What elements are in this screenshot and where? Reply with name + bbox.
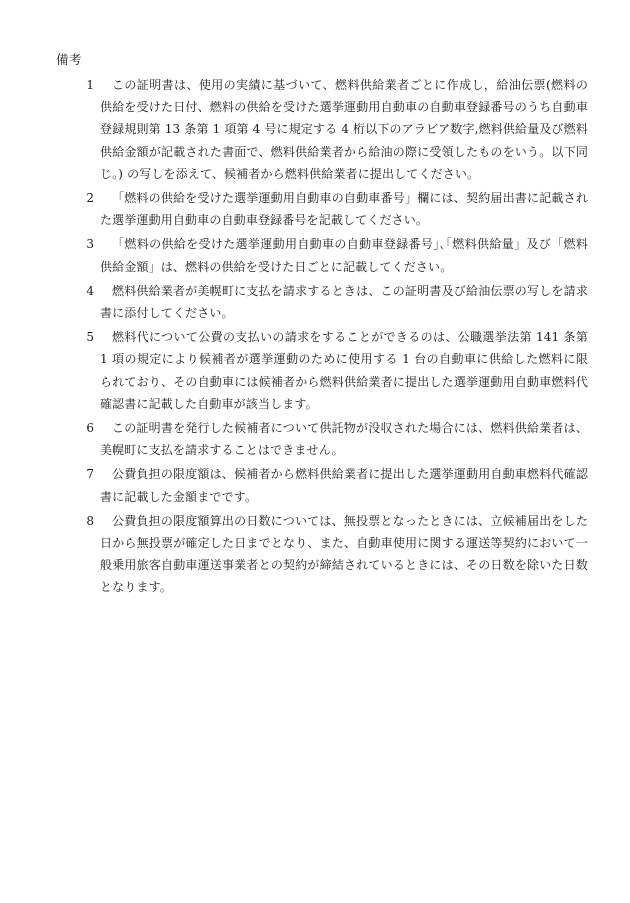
note-item-7	[56, 463, 588, 507]
note-number: 2	[86, 191, 94, 206]
note-text: この証明書は、使用の実績に基づいて、燃料供給業者ごとに作成し，給油伝票(燃料の供給を受けた日付、燃料の供給を受けた選挙運動用自動車の自動車登録番号のうち自動車登録規則第 13 条第 1 項第 4 号に規定する 4 桁以下のアラビア数字,燃料供給量及び燃料供給金額が記載された書面で、燃料供給業者から給油の際に受領したものをいう。以下同じ。) の写しを添えて、候補者から燃料供給業者に提出してください。	[100, 78, 588, 181]
note-item-6	[56, 417, 588, 461]
note-item-5	[56, 326, 588, 415]
note-item-4	[56, 280, 588, 324]
note-text: 「燃料の供給を受けた選挙運動用自動車の自動車番号」欄には、契約届出書に記載された選挙運動用自動車の自動車登録番号を記載してください。	[100, 191, 588, 228]
note-text: 燃料供給業者が美幌町に支払を請求するときは、この証明書及び給油伝票の写しを請求書に添付してください。	[100, 283, 588, 321]
note-item-8	[56, 510, 588, 599]
note-number: 4	[86, 283, 94, 298]
note-item-1	[56, 74, 588, 185]
note-text: 公費負担の限度額は、候補者から燃料供給業者に提出した選挙運動用自動車燃料代確認書に記載した金額までです。	[100, 467, 588, 504]
note-item-3	[56, 233, 588, 277]
note-number: 6	[86, 421, 94, 436]
note-text: この証明書を発行した候補者について供託物が没収された場合には、燃料供給業者は、美幌町に支払を請求することはできません。	[100, 421, 588, 458]
notes-heading: 備考	[56, 52, 83, 67]
note-number: 8	[86, 513, 94, 528]
note-item-2	[56, 187, 588, 231]
note-number: 1	[86, 78, 94, 92]
note-number: 7	[86, 467, 94, 482]
note-number: 5	[86, 330, 94, 345]
notes-list	[56, 74, 588, 601]
note-text: 公費負担の限度額算出の日数については、無投票となったときには、立候補届出をした日から無投票が確定した日までとなり、また、自動車使用に関する運送等契約において一般乗用旅客自動車運送事業者との契約が締結されているときには、その日数を除いた日数となります。	[100, 513, 588, 595]
note-number: 3	[86, 237, 94, 252]
note-text: 「燃料の供給を受けた選挙運動用自動車の自動車登録番号｣､｢燃料供給量」及び「燃料供給金額」は、燃料の供給を受けた日ごとに記載してください。	[100, 237, 588, 274]
note-text: 燃料代について公費の支払いの請求をすることができるのは、公職選挙法第 141 条第 1 項の規定により候補者が選挙運動のために使用する 1 台の自動車に供給した燃料に限られており、その自動車には候補者から燃料供給業者に提出した選挙運動用自動車燃料代確認書に記載した自動車が該当します。	[100, 330, 588, 411]
